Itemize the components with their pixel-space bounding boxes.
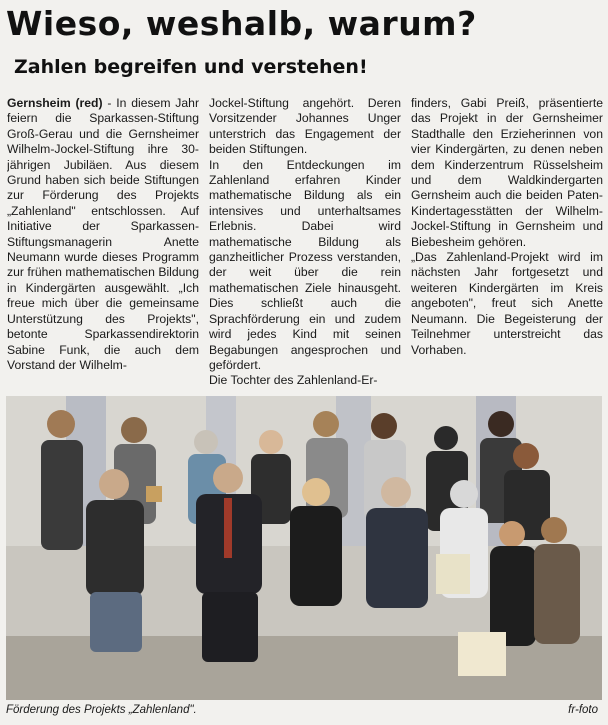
article-body bbox=[7, 96, 603, 386]
column-3 bbox=[411, 96, 603, 386]
paragraph: finders, Gabi Preiß, präsentierte das Projekt in der Gernsheimer Stadthalle den Erzieherinnen von vier Kindergärten, zu denen neben dem Kinderzentrum Rüsselsheim und dem Waldkindergarten Gernsheim auch die beiden Paten-Kindertagesstätten der Wilhelm-Jockel-Stiftung in Gernsheim und Biebesheim gehören. bbox=[411, 96, 603, 249]
dateline: Gernsheim (red) bbox=[7, 96, 103, 110]
column-1 bbox=[7, 96, 199, 386]
paragraph: In den Entdeckungen im Zahlenland erfahren Kinder mathematische Bildung als ein intensives und unterhaltsames Erlebnis. Dabei wird mathematische Bildung als ganzheitlicher Prozess verstanden, der weit über die rein mathematischen Ziele hinausgeht. Dies schließt auch die Sprachförderung ein und zudem wird jedes Kind mit seinen Begabungen angesprochen und gefördert. bbox=[209, 157, 401, 372]
paragraph: Die Tochter des Zahlenland-Er- bbox=[209, 373, 378, 386]
paragraph: „Das Zahlenland-Projekt wird im nächsten Jahr fortgesetzt und weiteren Kindergärten im Kreis angeboten", freut sich Anette Neumann. Die Begeisterung der Teilnehmer unterstreicht das Vorhaben. bbox=[411, 250, 603, 357]
paragraph-text: - In diesem Jahr feiern die Sparkassen-Stiftung Groß-Gerau und die Gernsheimer Wilhelm-Jockel-Stiftung ihre 30-jährigen Jubiläen. Aus diesem Grund haben sich beide Stiftungen zur Förderung des Projekts „Zahlenland" entschlossen. Auf Initiative der Sparkassen-Stiftungsmanagerin Anette Neumann wurde dieses Programm zur frühen mathematischen Bildung in Kindergärten ausgewählt. „Ich freue mich über die gemeinsame Unterstützung des Projekts", betonte Sparkassendirektorin Sabine Funk, die auch dem Vorstand der Wilhelm- bbox=[7, 96, 199, 372]
paragraph bbox=[7, 96, 199, 373]
group-photo bbox=[6, 396, 602, 700]
photo-caption: Förderung des Projekts „Zahlenland". bbox=[6, 704, 197, 716]
headline: Wieso, weshalb, warum? bbox=[6, 4, 477, 43]
paragraph: Jockel-Stiftung angehört. Deren Vorsitzender Johannes Unger unterstrich das Engagement der beiden Stiftungen. bbox=[209, 96, 401, 157]
subheadline: Zahlen begreifen und verstehen! bbox=[14, 56, 368, 78]
column-2 bbox=[209, 96, 401, 386]
group-photo-illustration bbox=[6, 396, 602, 700]
photo-credit: fr-foto bbox=[568, 704, 598, 716]
